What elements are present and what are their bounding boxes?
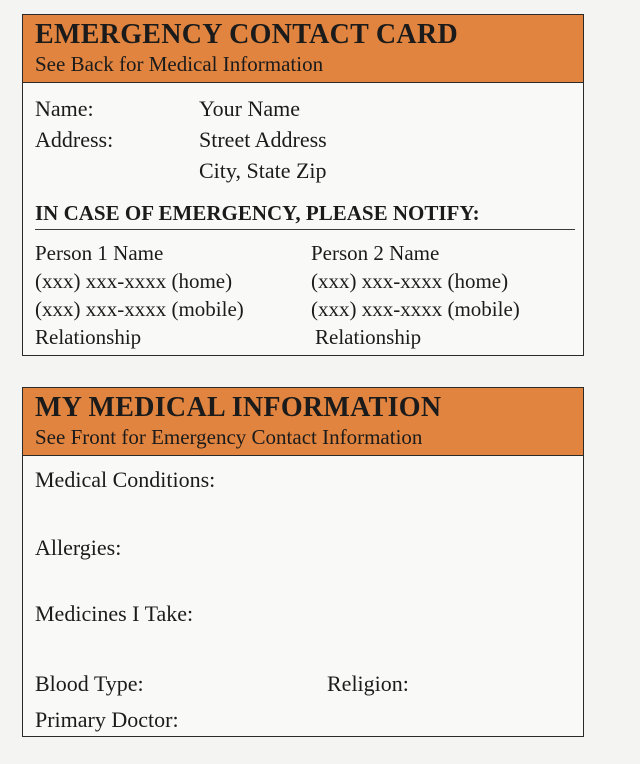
card-title: EMERGENCY CONTACT CARD	[35, 19, 458, 50]
person-1-mobile-phone: (xxx) xxx-xxxx (mobile)	[35, 297, 244, 321]
blood-type-label: Blood Type:	[35, 671, 144, 696]
person-1-relationship: Relationship	[35, 325, 142, 349]
notify-heading: IN CASE OF EMERGENCY, PLEASE NOTIFY:	[35, 201, 480, 225]
person-2-home-phone: (xxx) xxx-xxxx (home)	[311, 269, 509, 293]
card-header	[23, 388, 583, 456]
person-2-relationship: Relationship	[315, 325, 422, 349]
card-title: MY MEDICAL INFORMATION	[35, 392, 442, 423]
card-subtitle: See Front for Emergency Contact Information	[35, 425, 423, 449]
address-line-2: City, State Zip	[199, 158, 327, 183]
religion-label: Religion:	[327, 671, 409, 696]
divider	[35, 229, 575, 230]
medicines-label: Medicines I Take:	[35, 601, 194, 626]
card-header	[23, 15, 583, 83]
person-2-mobile-phone: (xxx) xxx-xxxx (mobile)	[311, 297, 520, 321]
name-value: Your Name	[199, 96, 301, 121]
person-2-name: Person 2 Name	[311, 241, 440, 265]
person-1-home-phone: (xxx) xxx-xxxx (home)	[35, 269, 233, 293]
person-1-name: Person 1 Name	[35, 241, 164, 265]
allergies-label: Allergies:	[35, 535, 122, 560]
address-label: Address:	[35, 127, 114, 152]
emergency-contact-card	[22, 14, 584, 356]
medical-information-card	[22, 387, 584, 737]
address-line-1: Street Address	[199, 127, 327, 152]
name-label: Name:	[35, 96, 94, 121]
medical-conditions-label: Medical Conditions:	[35, 467, 216, 492]
card-subtitle: See Back for Medical Information	[35, 52, 324, 76]
primary-doctor-label: Primary Doctor:	[35, 707, 179, 732]
